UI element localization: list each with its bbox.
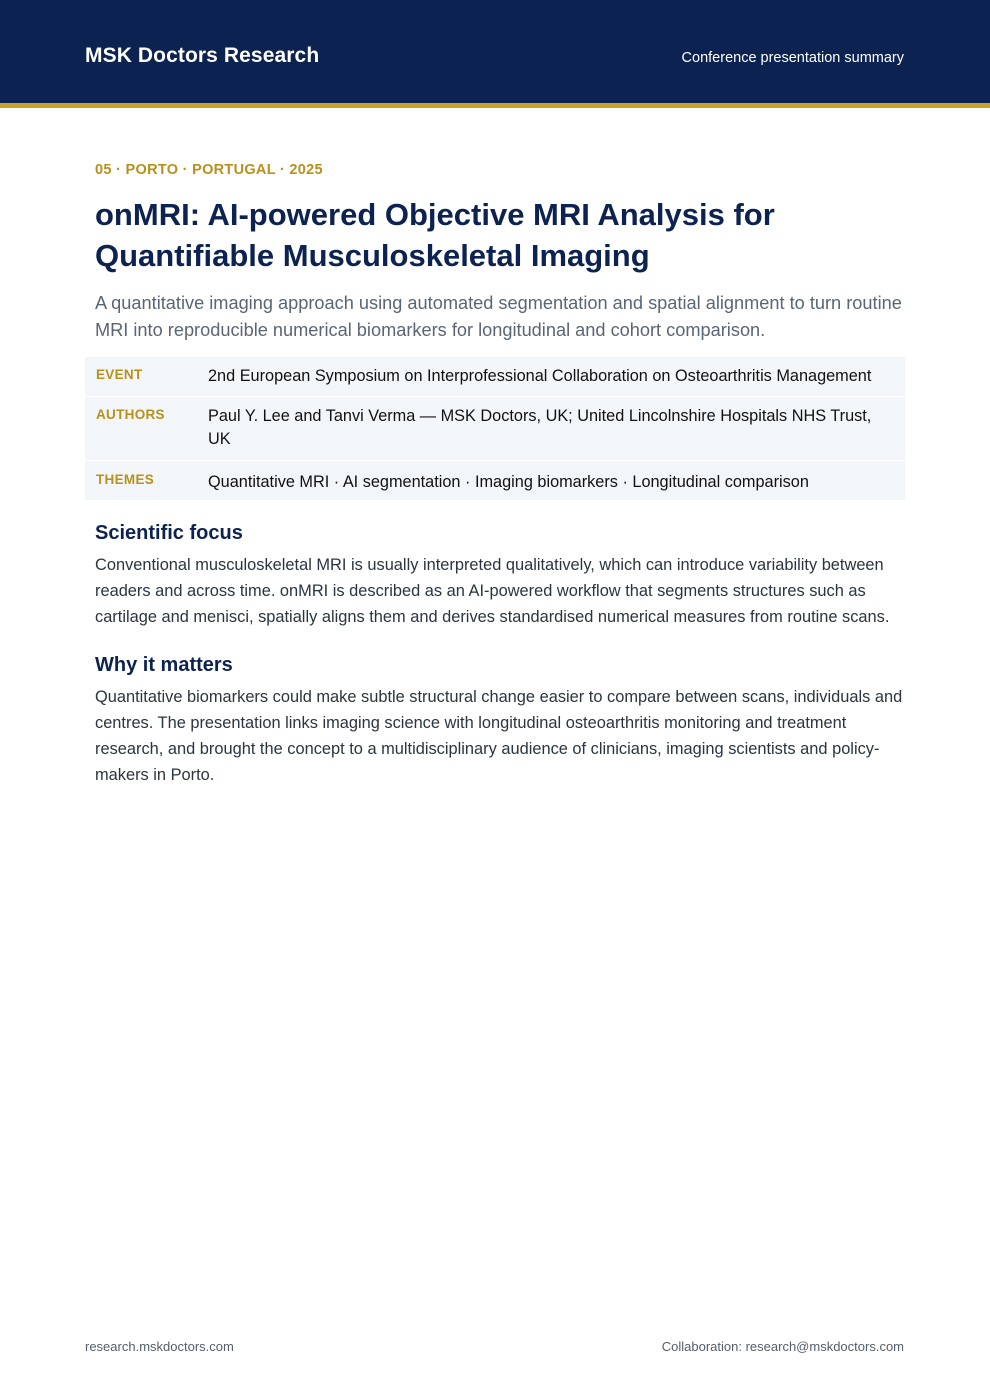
meta-value-event: 2nd European Symposium on Interprofessional Collaboration on Osteoarthritis Management — [208, 367, 872, 385]
footer-website: research.mskdoctors.com — [85, 1339, 234, 1354]
meta-label-authors: AUTHORS — [96, 407, 165, 422]
section-body: Conventional musculoskeletal MRI is usually interpreted qualitatively, which can introduce variability between readers and across time. onMRI is described as an AI-powered workflow that segments structures such as cartilage and menisci, spatially aligns them and derives standardised numerical measures from routine scans. — [95, 556, 890, 626]
article-intro — [95, 160, 905, 343]
meta-label-event: EVENT — [96, 367, 143, 382]
meta-table — [85, 357, 905, 500]
page-header — [0, 0, 990, 108]
meta-value-themes: Quantitative MRI · AI segmentation · Imaging biomarkers · Longitudinal comparison — [208, 473, 809, 491]
article-title: onMRI: AI-powered Objective MRI Analysis for Quantifiable Musculoskeletal Imaging — [95, 197, 775, 273]
section-body: Quantitative biomarkers could make subtle structural change easier to compare between scans, individuals and centres. The presentation links imaging science with longitudinal osteoarthritis monitoring and treatment research, and brought the concept to a multidisciplinary audience of clinicians, imaging scientists and policy-makers in Porto. — [95, 688, 903, 784]
article-subtitle: A quantitative imaging approach using automated segmentation and spatial alignment to turn routine MRI into reproducible numerical biomarkers for longitudinal and cohort comparison. — [95, 293, 902, 340]
meta-row-authors — [85, 397, 905, 461]
header-tagline: Conference presentation summary — [681, 50, 904, 66]
content-sections — [95, 518, 905, 788]
meta-value-authors: Paul Y. Lee and Tanvi Verma — MSK Doctors, UK; United Lincolnshire Hospitals NHS Trust, UK — [208, 407, 872, 448]
footer-contact: Collaboration: research@mskdoctors.com — [661, 1339, 904, 1354]
section-heading: Scientific focus — [95, 522, 243, 544]
article-eyebrow: 05 · PORTO · PORTUGAL · 2025 — [95, 162, 323, 178]
section-why-it-matters — [95, 650, 905, 788]
section-scientific-focus — [95, 518, 905, 630]
section-heading: Why it matters — [95, 654, 233, 676]
brand-name: MSK Doctors Research — [85, 44, 320, 67]
meta-row-event — [85, 357, 905, 397]
meta-row-themes — [85, 461, 905, 500]
meta-label-themes: THEMES — [96, 472, 155, 487]
